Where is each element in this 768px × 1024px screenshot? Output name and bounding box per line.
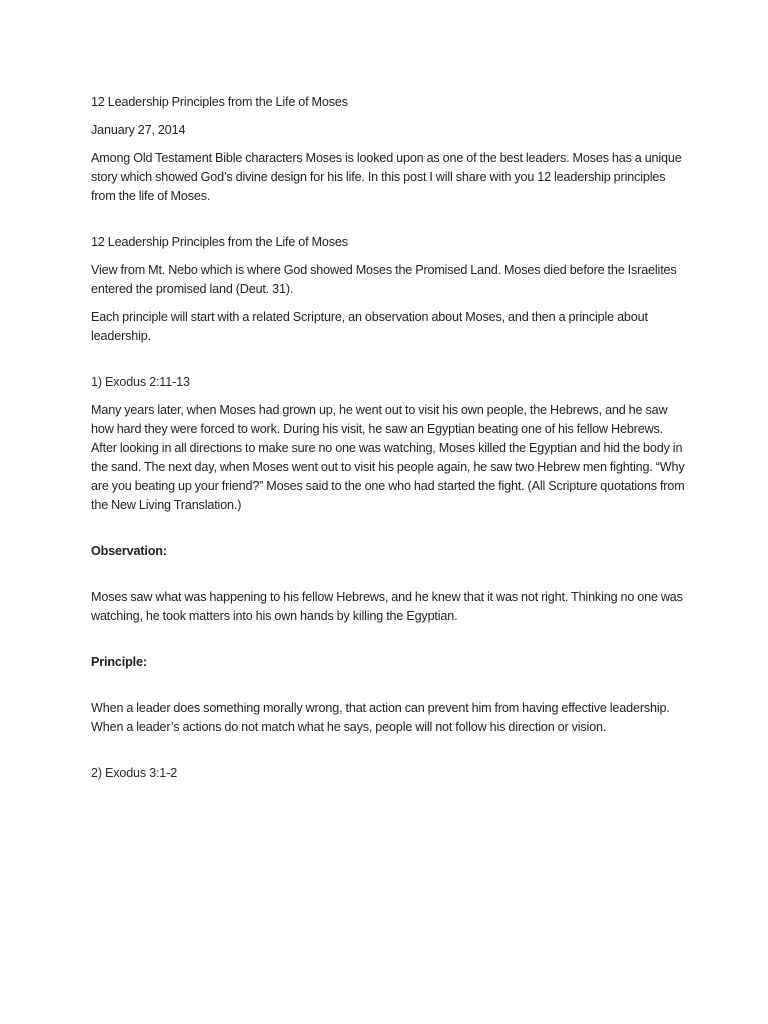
principle-1-heading: 1) Exodus 2:11-13 xyxy=(91,375,190,389)
principle-text: When a leader does something morally wrong, that action can prevent him from having effective leadership. When a leader’s actions do not match what he says, people will not follow his direction or vision. xyxy=(91,701,670,734)
structure-note: Each principle will start with a related Scripture, an observation about Moses, and then a principle about leadership. xyxy=(91,310,648,343)
observation-label: Observation: xyxy=(91,544,167,558)
document-date: January 27, 2014 xyxy=(91,123,186,137)
document-title: 12 Leadership Principles from the Life of Moses xyxy=(91,95,348,109)
document-page xyxy=(91,93,691,783)
principle-2-heading: 2) Exodus 3:1-2 xyxy=(91,766,178,780)
image-caption: View from Mt. Nebo which is where God showed Moses the Promised Land. Moses died before the Israelites entered the promised land (Deut. 31). xyxy=(91,263,677,296)
intro-paragraph: Among Old Testament Bible characters Moses is looked upon as one of the best leaders. Moses has a unique story which showed God’s divine design for his life. In this post I will share with you 12 leadership principles from the life of Moses. xyxy=(91,151,682,203)
observation-text: Moses saw what was happening to his fellow Hebrews, and he knew that it was not right. Thinking no one was watching, he took matters into his own hands by killing the Egyptian. xyxy=(91,590,683,623)
principle-label: Principle: xyxy=(91,655,147,669)
principle-1-scripture: Many years later, when Moses had grown up, he went out to visit his own people, the Hebrews, and he saw how hard they were forced to work. During his visit, he saw an Egyptian beating one of his fellow Hebrews. After looking in all directions to make sure no one was watching, Moses killed the Egyptian and hid the body in the sand. The next day, when Moses went out to visit his people again, he saw two Hebrew men fighting. “Why are you beating up your friend?” Moses said to the one who had started the fight. (All Scripture quotations from the New Living Translation.) xyxy=(91,403,685,512)
subtitle: 12 Leadership Principles from the Life of Moses xyxy=(91,235,348,249)
